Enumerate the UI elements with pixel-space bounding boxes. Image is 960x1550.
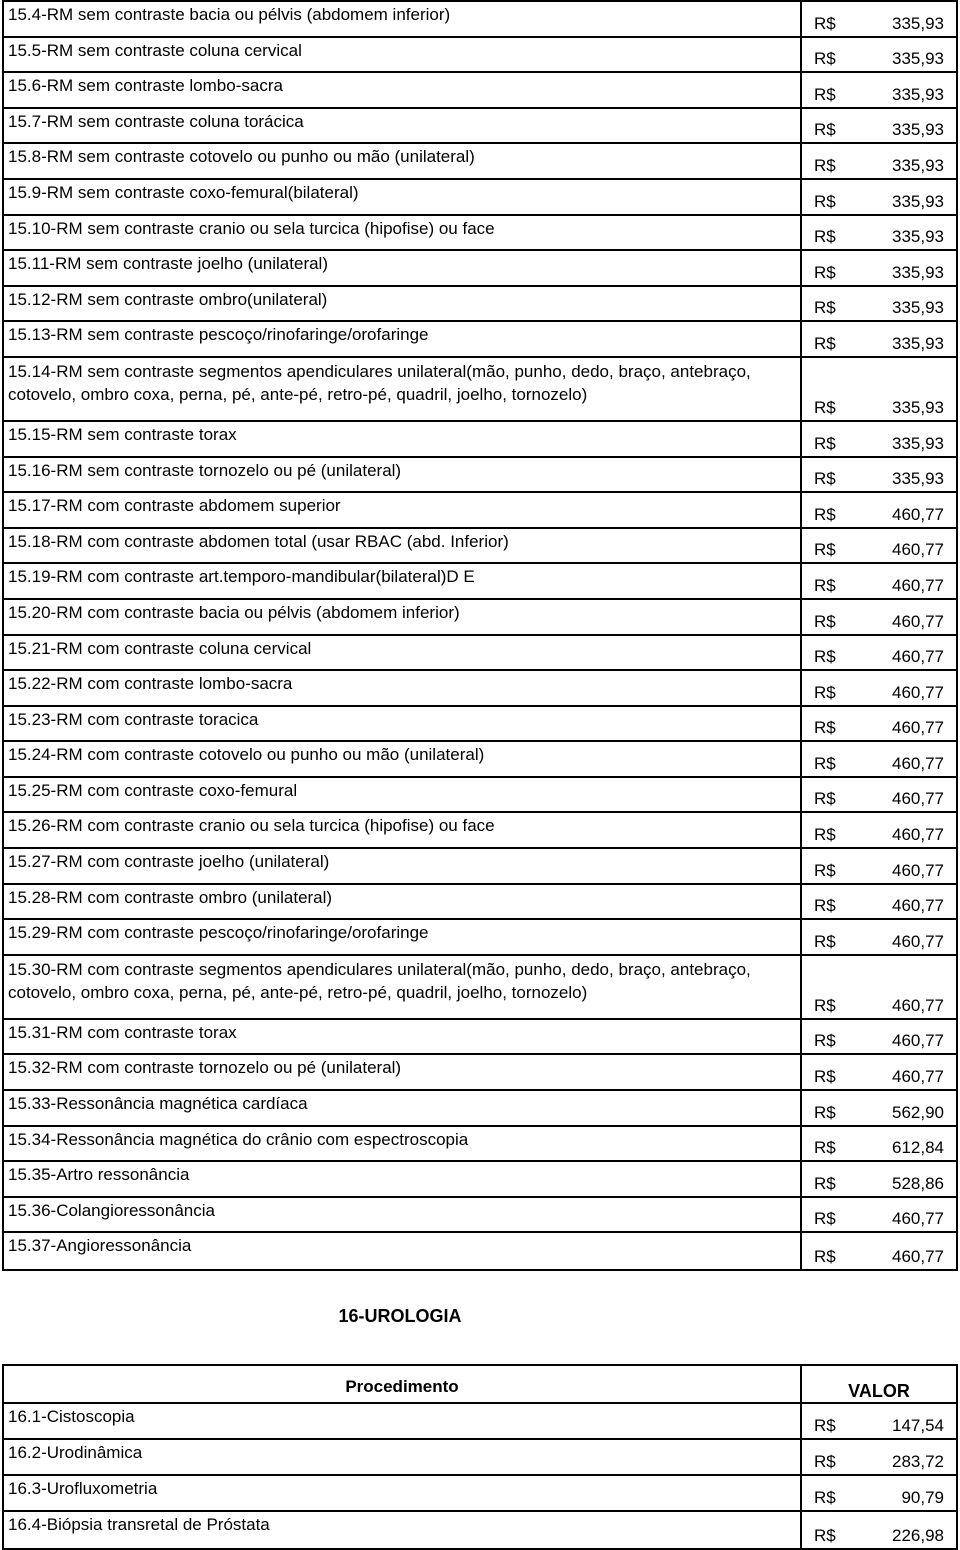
- currency-symbol: R$: [814, 718, 836, 738]
- table-row: [4, 73, 956, 109]
- procedure-description: 15.6-RM sem contraste lombo-sacra: [4, 73, 802, 107]
- procedure-description: 15.35-Artro ressonância: [4, 1162, 802, 1196]
- procedure-price: [802, 1020, 956, 1054]
- radiology-price-table: [2, 0, 958, 1271]
- table-row: [4, 1233, 956, 1269]
- procedure-price: [802, 251, 956, 285]
- currency-symbol: R$: [814, 825, 836, 845]
- procedure-price: [802, 1512, 956, 1548]
- currency-symbol: R$: [814, 1031, 836, 1051]
- currency-symbol: R$: [814, 1452, 836, 1471]
- procedure-price: [802, 1404, 956, 1438]
- price-value: 147,54: [892, 1416, 944, 1435]
- price-value: 460,77: [892, 825, 944, 845]
- price-value: 335,93: [892, 120, 944, 140]
- table-row: [4, 885, 956, 921]
- currency-symbol: R$: [814, 1488, 836, 1507]
- table-row: [4, 251, 956, 287]
- procedure-price: [802, 778, 956, 812]
- procedure-price: [802, 144, 956, 178]
- table-row: [4, 849, 956, 885]
- table-row: [4, 742, 956, 778]
- currency-symbol: R$: [814, 49, 836, 69]
- price-value: 460,77: [892, 504, 944, 524]
- currency-symbol: R$: [814, 397, 836, 417]
- currency-symbol: R$: [814, 433, 836, 453]
- procedure-price: [802, 885, 956, 919]
- table-row: [4, 180, 956, 216]
- procedure-price: [802, 1127, 956, 1161]
- price-value: 460,77: [892, 575, 944, 595]
- currency-symbol: R$: [814, 120, 836, 140]
- table-row: [4, 1440, 956, 1476]
- urology-price-table: [2, 1364, 958, 1550]
- currency-symbol: R$: [814, 896, 836, 916]
- currency-symbol: R$: [814, 13, 836, 33]
- table-header-row: [4, 1366, 956, 1404]
- procedure-description: 15.8-RM sem contraste cotovelo ou punho ou mão (unilateral): [4, 144, 802, 178]
- procedure-price: [802, 322, 956, 356]
- currency-symbol: R$: [814, 1209, 836, 1229]
- price-value: 90,79: [901, 1488, 944, 1507]
- procedure-description: 15.32-RM com contraste tornozelo ou pé (unilateral): [4, 1055, 802, 1089]
- price-value: 460,77: [892, 1031, 944, 1051]
- price-value: 335,93: [892, 227, 944, 247]
- currency-symbol: R$: [814, 931, 836, 951]
- table-row: [4, 1091, 956, 1127]
- table-row: [4, 920, 956, 956]
- procedure-description: 15.29-RM com contraste pescoço/rinofaringe/orofaringe: [4, 920, 802, 954]
- table-row: [4, 109, 956, 145]
- procedure-description: 15.30-RM com contraste segmentos apendiculares unilateral(mão, punho, dedo, braço, antebraço, cotovelo, ombro coxa, perna, pé, ante-pé, retro-pé, quadril, joelho, tornozelo): [4, 956, 802, 1018]
- procedure-description: 15.13-RM sem contraste pescoço/rinofaringe/orofaringe: [4, 322, 802, 356]
- procedure-price: [802, 1198, 956, 1232]
- price-value: 460,77: [892, 1067, 944, 1087]
- table-row: [4, 1127, 956, 1163]
- procedure-description: 15.27-RM com contraste joelho (unilateral): [4, 849, 802, 883]
- procedure-price: [802, 2, 956, 36]
- table-row: [4, 144, 956, 180]
- price-value: 460,77: [892, 682, 944, 702]
- price-value: 460,77: [892, 789, 944, 809]
- table-row: [4, 1476, 956, 1512]
- price-value: 460,77: [892, 1209, 944, 1229]
- procedure-description: 15.34-Ressonância magnética do crânio com espectroscopia: [4, 1127, 802, 1161]
- currency-symbol: R$: [814, 298, 836, 318]
- currency-symbol: R$: [814, 860, 836, 880]
- procedure-price: [802, 1233, 956, 1269]
- price-value: 335,93: [892, 262, 944, 282]
- currency-symbol: R$: [814, 789, 836, 809]
- currency-symbol: R$: [814, 84, 836, 104]
- section-title-urologia: 16-UROLOGIA: [338, 1306, 462, 1326]
- price-value: 528,86: [892, 1173, 944, 1193]
- procedure-price: [802, 73, 956, 107]
- procedure-price: [802, 287, 956, 321]
- currency-symbol: R$: [814, 540, 836, 560]
- price-value: 335,93: [892, 155, 944, 175]
- price-value: 612,84: [892, 1138, 944, 1158]
- procedure-description: 15.24-RM com contraste cotovelo ou punho ou mão (unilateral): [4, 742, 802, 776]
- procedure-description: 15.36-Colangioressonância: [4, 1198, 802, 1232]
- procedure-price: [802, 1440, 956, 1474]
- procedure-price: [802, 849, 956, 883]
- procedure-price: [802, 1055, 956, 1089]
- table-row: [4, 493, 956, 529]
- table-row: [4, 422, 956, 458]
- table-row: [4, 1404, 956, 1440]
- price-value: 335,93: [892, 433, 944, 453]
- procedure-description: 15.25-RM com contraste coxo-femural: [4, 778, 802, 812]
- procedure-description: 15.11-RM sem contraste joelho (unilateral): [4, 251, 802, 285]
- procedure-description: 15.19-RM com contraste art.temporo-mandibular(bilateral)D E: [4, 564, 802, 598]
- table-row: [4, 1020, 956, 1056]
- procedure-description: 15.17-RM com contraste abdomem superior: [4, 493, 802, 527]
- procedure-description: 15.10-RM sem contraste cranio ou sela turcica (hipofise) ou face: [4, 216, 802, 250]
- table-row: [4, 564, 956, 600]
- procedure-description: 15.21-RM com contraste coluna cervical: [4, 636, 802, 670]
- procedure-price: [802, 358, 956, 420]
- table-row: [4, 1512, 956, 1548]
- price-value: 335,93: [892, 333, 944, 353]
- procedure-price: [802, 920, 956, 954]
- price-value: 460,77: [892, 995, 944, 1015]
- table-row: [4, 458, 956, 494]
- procedure-description: 15.28-RM com contraste ombro (unilateral): [4, 885, 802, 919]
- price-value: 335,93: [892, 13, 944, 33]
- currency-symbol: R$: [814, 469, 836, 489]
- currency-symbol: R$: [814, 575, 836, 595]
- currency-symbol: R$: [814, 995, 836, 1015]
- table-row: [4, 1198, 956, 1234]
- procedure-description: 15.9-RM sem contraste coxo-femural(bilateral): [4, 180, 802, 214]
- procedure-description: 15.22-RM com contraste lombo-sacra: [4, 671, 802, 705]
- currency-symbol: R$: [814, 1067, 836, 1087]
- currency-symbol: R$: [814, 1526, 836, 1545]
- table-row: [4, 38, 956, 74]
- procedure-price: [802, 636, 956, 670]
- procedure-price: [802, 707, 956, 741]
- price-value: 283,72: [892, 1452, 944, 1471]
- price-value: 460,77: [892, 860, 944, 880]
- table-row: [4, 636, 956, 672]
- price-value: 335,93: [892, 397, 944, 417]
- price-value: 335,93: [892, 191, 944, 211]
- currency-symbol: R$: [814, 1173, 836, 1193]
- procedure-description: 16.3-Urofluxometria: [4, 1476, 802, 1510]
- price-value: 335,93: [892, 298, 944, 318]
- currency-symbol: R$: [814, 1247, 836, 1266]
- price-value: 460,77: [892, 611, 944, 631]
- currency-symbol: R$: [814, 1416, 836, 1435]
- table-row: [4, 1162, 956, 1198]
- procedure-description: 15.31-RM com contraste torax: [4, 1020, 802, 1054]
- price-value: 335,93: [892, 49, 944, 69]
- procedure-price: [802, 742, 956, 776]
- procedure-description: 16.1-Cistoscopia: [4, 1404, 802, 1438]
- procedure-price: [802, 38, 956, 72]
- procedure-description: 15.26-RM com contraste cranio ou sela turcica (hipofise) ou face: [4, 813, 802, 847]
- table-row: [4, 2, 956, 38]
- table-row: [4, 813, 956, 849]
- price-value: 460,77: [892, 540, 944, 560]
- procedure-price: [802, 956, 956, 1018]
- header-procedure: Procedimento: [4, 1366, 802, 1402]
- price-value: 335,93: [892, 469, 944, 489]
- currency-symbol: R$: [814, 262, 836, 282]
- procedure-price: [802, 1091, 956, 1125]
- table-row: [4, 529, 956, 565]
- currency-symbol: R$: [814, 647, 836, 667]
- currency-symbol: R$: [814, 1138, 836, 1158]
- procedure-description: 15.14-RM sem contraste segmentos apendiculares unilateral(mão, punho, dedo, braço, antebraço, cotovelo, ombro coxa, perna, pé, ante-pé, retro-pé, quadril, joelho, tornozelo): [4, 358, 802, 420]
- currency-symbol: R$: [814, 1102, 836, 1122]
- procedure-price: [802, 422, 956, 456]
- currency-symbol: R$: [814, 682, 836, 702]
- price-value: 226,98: [892, 1526, 944, 1545]
- procedure-description: 15.7-RM sem contraste coluna torácica: [4, 109, 802, 143]
- currency-symbol: R$: [814, 504, 836, 524]
- table-row: [4, 216, 956, 252]
- procedure-price: [802, 1476, 956, 1510]
- currency-symbol: R$: [814, 611, 836, 631]
- currency-symbol: R$: [814, 155, 836, 175]
- table-row: [4, 600, 956, 636]
- table-row: [4, 707, 956, 743]
- procedure-price: [802, 493, 956, 527]
- price-value: 460,77: [892, 753, 944, 773]
- table-row: [4, 287, 956, 323]
- table-row: [4, 1055, 956, 1091]
- price-value: 460,77: [892, 647, 944, 667]
- table-row: [4, 778, 956, 814]
- procedure-price: [802, 564, 956, 598]
- procedure-price: [802, 216, 956, 250]
- procedure-price: [802, 180, 956, 214]
- price-value: 460,77: [892, 718, 944, 738]
- procedure-price: [802, 671, 956, 705]
- procedure-description: 16.2-Urodinâmica: [4, 1440, 802, 1474]
- procedure-description: 15.12-RM sem contraste ombro(unilateral): [4, 287, 802, 321]
- procedure-price: [802, 1162, 956, 1196]
- procedure-description: 15.20-RM com contraste bacia ou pélvis (abdomem inferior): [4, 600, 802, 634]
- table-row: [4, 358, 956, 422]
- procedure-description: 15.18-RM com contraste abdomen total (usar RBAC (abd. Inferior): [4, 529, 802, 563]
- currency-symbol: R$: [814, 191, 836, 211]
- procedure-price: [802, 600, 956, 634]
- price-value: 460,77: [892, 896, 944, 916]
- procedure-price: [802, 109, 956, 143]
- price-value: 335,93: [892, 84, 944, 104]
- procedure-description: 16.4-Biópsia transretal de Próstata: [4, 1512, 802, 1548]
- table-row: [4, 671, 956, 707]
- currency-symbol: R$: [814, 333, 836, 353]
- procedure-price: [802, 458, 956, 492]
- procedure-description: 15.37-Angioressonância: [4, 1233, 802, 1269]
- procedure-description: 15.4-RM sem contraste bacia ou pélvis (abdomem inferior): [4, 2, 802, 36]
- price-value: 562,90: [892, 1102, 944, 1122]
- procedure-description: 15.15-RM sem contraste torax: [4, 422, 802, 456]
- procedure-description: 15.5-RM sem contraste coluna cervical: [4, 38, 802, 72]
- table-row: [4, 322, 956, 358]
- procedure-price: [802, 813, 956, 847]
- header-value: VALOR: [848, 1381, 910, 1401]
- price-value: 460,77: [892, 1247, 944, 1266]
- table-row: [4, 956, 956, 1020]
- currency-symbol: R$: [814, 753, 836, 773]
- procedure-description: 15.23-RM com contraste toracica: [4, 707, 802, 741]
- procedure-price: [802, 529, 956, 563]
- procedure-description: 15.16-RM sem contraste tornozelo ou pé (unilateral): [4, 458, 802, 492]
- procedure-description: 15.33-Ressonância magnética cardíaca: [4, 1091, 802, 1125]
- currency-symbol: R$: [814, 227, 836, 247]
- price-value: 460,77: [892, 931, 944, 951]
